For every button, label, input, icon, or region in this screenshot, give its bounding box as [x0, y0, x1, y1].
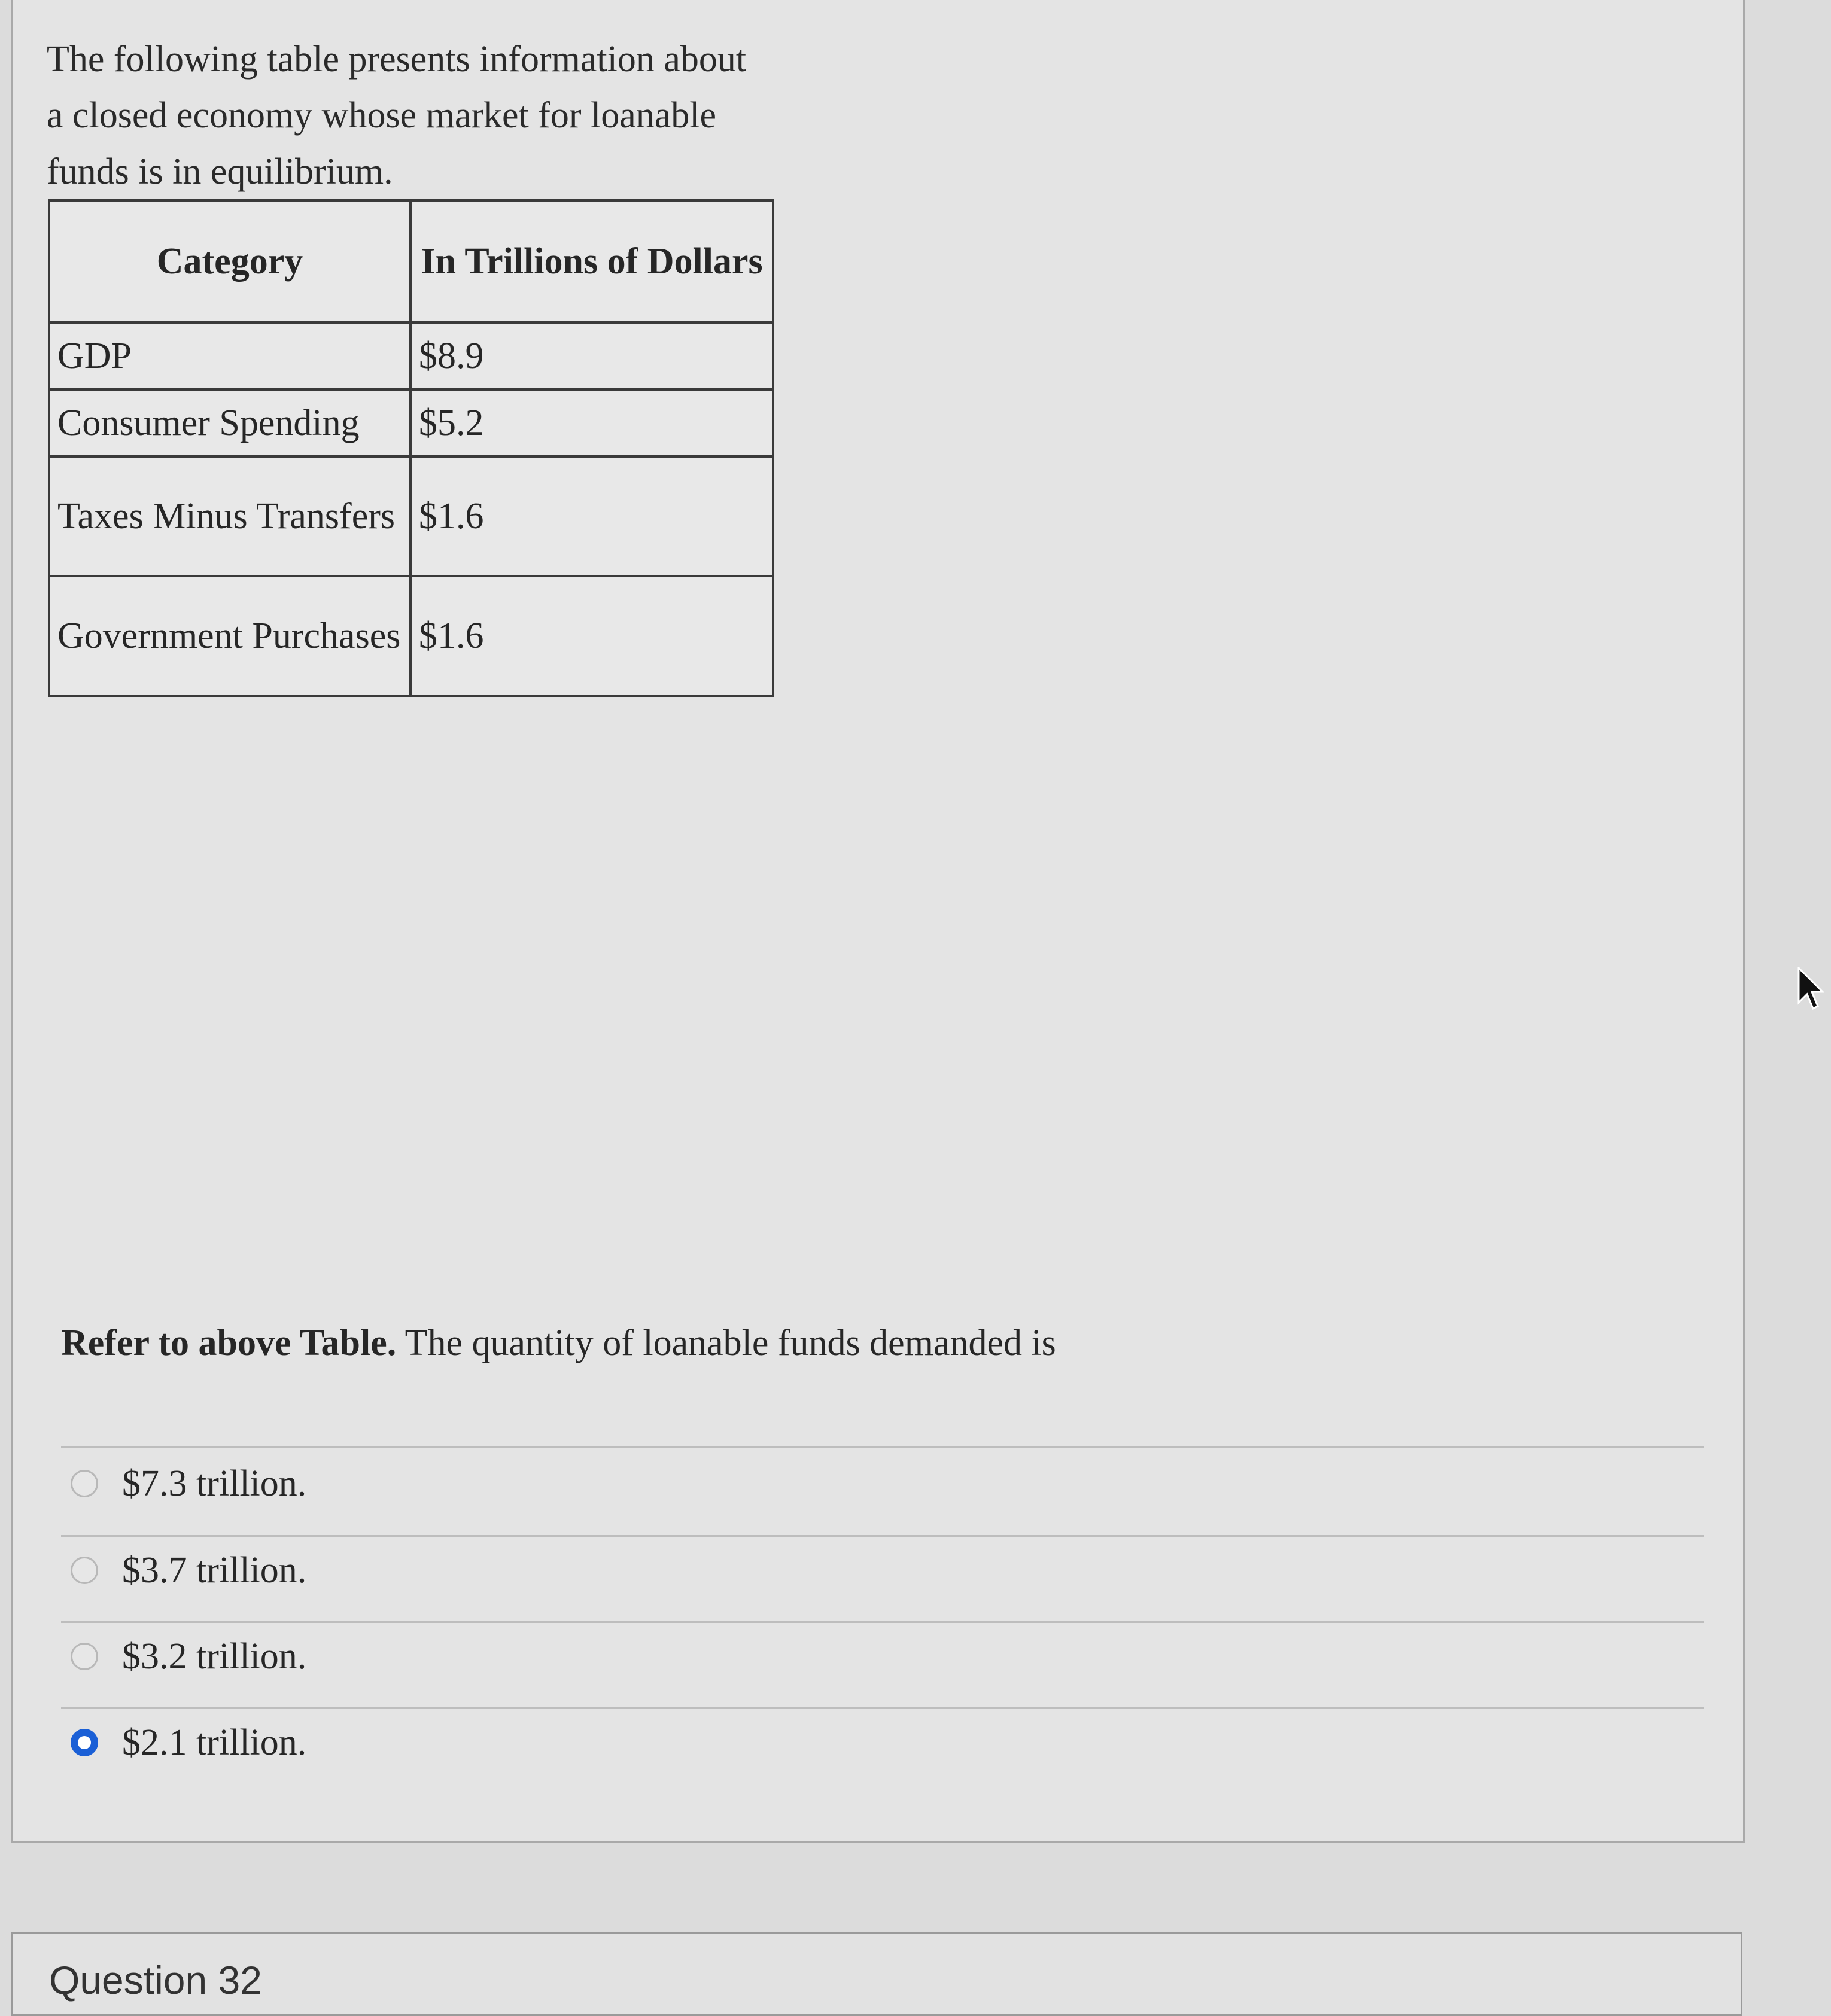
radio-button[interactable] [71, 1643, 98, 1670]
table-cell: $1.6 [410, 576, 773, 696]
option-label: $3.7 trillion. [122, 1549, 307, 1591]
table-row [49, 576, 773, 696]
table-cell: Consumer Spending [49, 389, 410, 456]
table-header-row [49, 200, 773, 322]
radio-button[interactable] [71, 1557, 98, 1584]
option-divider [61, 1707, 1704, 1709]
prompt-text: The quantity of loanable funds demanded is [396, 1323, 1056, 1363]
option-divider [61, 1446, 1704, 1448]
radio-button-selected[interactable] [71, 1729, 98, 1756]
option-label: $2.1 trillion. [122, 1722, 307, 1763]
table-cell: Taxes Minus Transfers [49, 456, 410, 576]
option-label: $3.2 trillion. [122, 1636, 307, 1677]
option-divider [61, 1621, 1704, 1623]
table-cell: $5.2 [410, 389, 773, 456]
radio-button[interactable] [71, 1470, 98, 1497]
table-row [49, 456, 773, 576]
table-cell: Government Purchases [49, 576, 410, 696]
answer-option-3[interactable] [71, 1633, 306, 1680]
table-row [49, 389, 773, 456]
prompt-reference: Refer to above Table. [61, 1323, 397, 1363]
next-question-title: Question 32 [49, 1958, 262, 2002]
question-intro: The following table presents information about a closed economy whose market for loanable funds is in equilibrium. [47, 39, 747, 192]
question-prompt [61, 1322, 1056, 1365]
table-cell: $1.6 [410, 456, 773, 576]
data-table [48, 199, 774, 697]
table-header-value: In Trillions of Dollars [410, 200, 773, 322]
answer-option-4[interactable] [71, 1719, 306, 1767]
option-label: $7.3 trillion. [122, 1463, 307, 1504]
mouse-pointer-icon [1797, 967, 1824, 1012]
table-row [49, 322, 773, 389]
answer-option-2[interactable] [71, 1546, 306, 1594]
option-divider [61, 1535, 1704, 1537]
table-cell: $8.9 [410, 322, 773, 389]
next-question-panel [11, 1932, 1742, 2016]
answer-option-1[interactable] [71, 1460, 306, 1508]
table-header-category: Category [49, 200, 410, 322]
table-cell: GDP [49, 322, 410, 389]
